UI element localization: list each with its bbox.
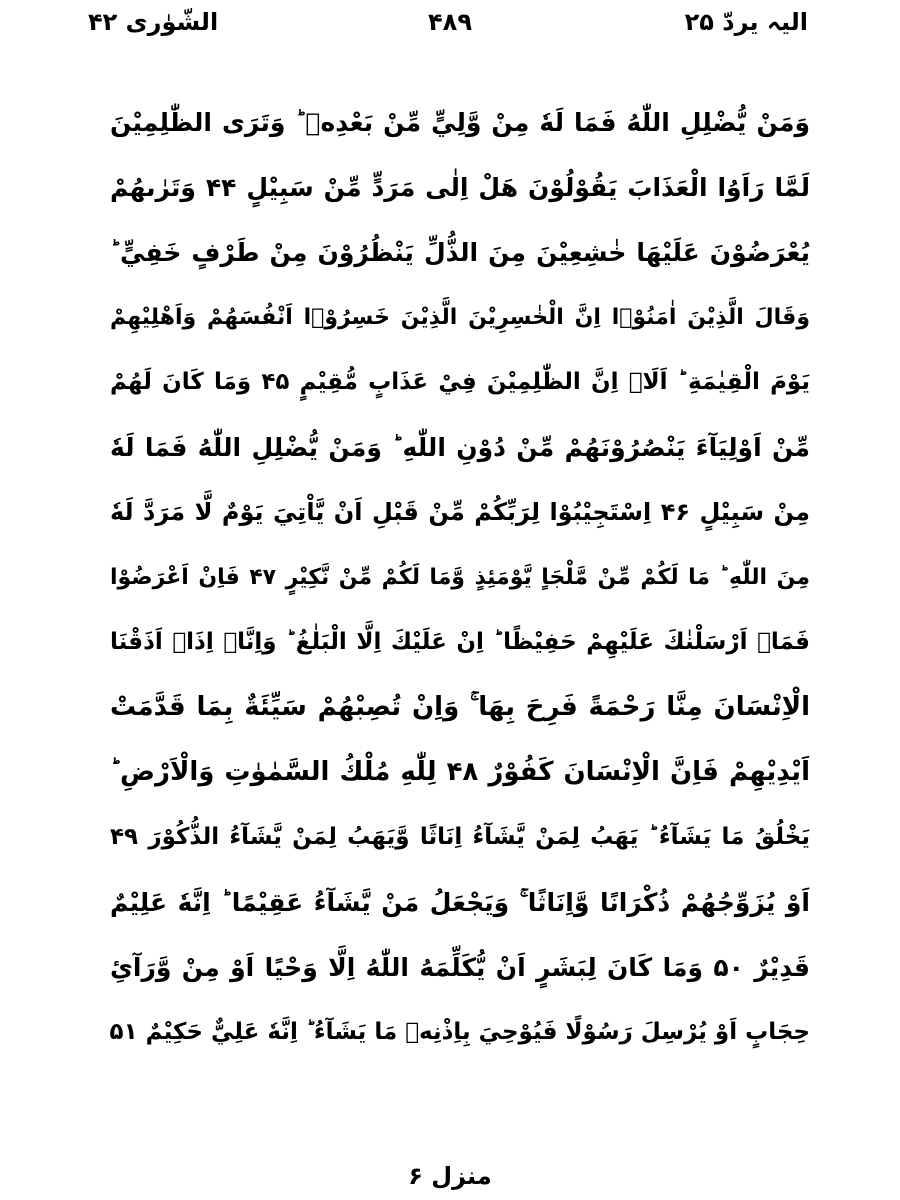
text-line: مِّنْ اَوْلِيَآءَ يَنْصُرُوْنَهُمْ مِّنْ دُوْنِ اللّٰهِ ؕ وَمَنْ يُّضْلِلِ اللّٰهُ فَمَا لَهٗ xyxy=(110,433,810,462)
page-number: ۴۸۹ xyxy=(428,8,472,36)
surah-name: الشّوٰری ۴۲ xyxy=(88,8,219,36)
text-line: فَمَاۤ اَرْسَلْنٰكَ عَلَيْهِمْ حَفِيْظًا ؕ اِنْ عَلَيْكَ اِلَّا الْبَلٰغُ ؕ وَاِنَّاۤ اِذَاۤ اَذَقْنَا xyxy=(110,629,810,655)
verse-text-block xyxy=(110,90,810,1065)
text-line: يَخْلُقُ مَا يَشَآءُ ؕ يَهَبُ لِمَنْ يَّشَآءُ اِنَاثًا وَّيَهَبُ لِمَنْ يَّشَآءُ الذُّكُوْرَ ۴۹ xyxy=(110,824,810,850)
text-line: يَوْمَ الْقِيٰمَةِ ؕ اَلَاۤ اِنَّ الظّٰلِمِيْنَ فِيْ عَذَابٍ مُّقِيْمٍ ۴۵ وَمَا كَانَ لَهُمْ xyxy=(110,369,810,395)
text-line: مِنْ سَبِيْلٍ ۴۶ اِسْتَجِيْبُوْا لِرَبِّكُمْ مِّنْ قَبْلِ اَنْ يَّاْتِيَ يَوْمٌ لَّا مَرَدَّ لَهٗ xyxy=(110,498,810,526)
manzil-label: منزل ۶ xyxy=(408,1162,492,1190)
text-line: وَمَنْ يُّضْلِلِ اللّٰهُ فَمَا لَهٗ مِنْ وَّلِيٍّ مِّنْ بَعْدِهٖ ؕ وَتَرَى الظّٰلِمِيْنَ xyxy=(110,108,810,137)
juz-name: الیہ یردّ ۲۵ xyxy=(684,8,808,36)
text-line: يُعْرَضُوْنَ عَلَيْهَا خٰشِعِيْنَ مِنَ الذُّلِّ يَنْظُرُوْنَ مِنْ طَرْفٍ خَفِيٍّ ؕ xyxy=(110,238,810,267)
text-line: اَوْ يُزَوِّجُهُمْ ذُكْرَانًا وَّاِنَاثًا ۚ وَيَجْعَلُ مَنْ يَّشَآءُ عَقِيْمًا ؕ اِنَّهٗ عَلِيْمٌ xyxy=(110,888,810,917)
text-line: وَقَالَ الَّذِيْنَ اٰمَنُوْۤا اِنَّ الْخٰسِرِيْنَ الَّذِيْنَ خَسِرُوْۤا اَنْفُسَهُمْ وَاَهْلِيْهِمْ xyxy=(110,305,810,330)
text-line: الْاِنْسَانَ مِنَّا رَحْمَةً فَرِحَ بِهَا ۚ وَاِنْ تُصِبْهُمْ سَيِّئَةٌ بِمَا قَدَّمَتْ xyxy=(110,692,810,722)
text-line: اَيْدِيْهِمْ فَاِنَّ الْاِنْسَانَ كَفُوْرٌ ۴۸ لِلّٰهِ مُلْكُ السَّمٰوٰتِ وَالْاَرْضِ ؕ xyxy=(110,757,810,787)
page-header xyxy=(0,0,900,48)
text-line: مِنَ اللّٰهِ ؕ مَا لَكُمْ مِّنْ مَّلْجَاٍ يَّوْمَئِذٍ وَّمَا لَكُمْ مِّنْ نَّكِيْرٍ ۴۷ فَاِنْ اَعْرَضُوْا xyxy=(110,565,810,590)
text-line: لَمَّا رَاَوُا الْعَذَابَ يَقُوْلُوْنَ هَلْ اِلٰى مَرَدٍّ مِّنْ سَبِيْلٍ ۴۴ وَتَرٰىهُمْ xyxy=(110,173,810,202)
text-line: قَدِيْرٌ ۵۰ وَمَا كَانَ لِبَشَرٍ اَنْ يُّكَلِّمَهُ اللّٰهُ اِلَّا وَحْيًا اَوْ مِنْ وَّرَآئِ xyxy=(110,953,810,982)
text-line: حِجَابٍ اَوْ يُرْسِلَ رَسُوْلًا فَيُوْحِيَ بِاِذْنِهٖ مَا يَشَآءُ ؕ اِنَّهٗ عَلِيٌّ حَكِيْمٌ ۵۱ xyxy=(110,1019,810,1045)
